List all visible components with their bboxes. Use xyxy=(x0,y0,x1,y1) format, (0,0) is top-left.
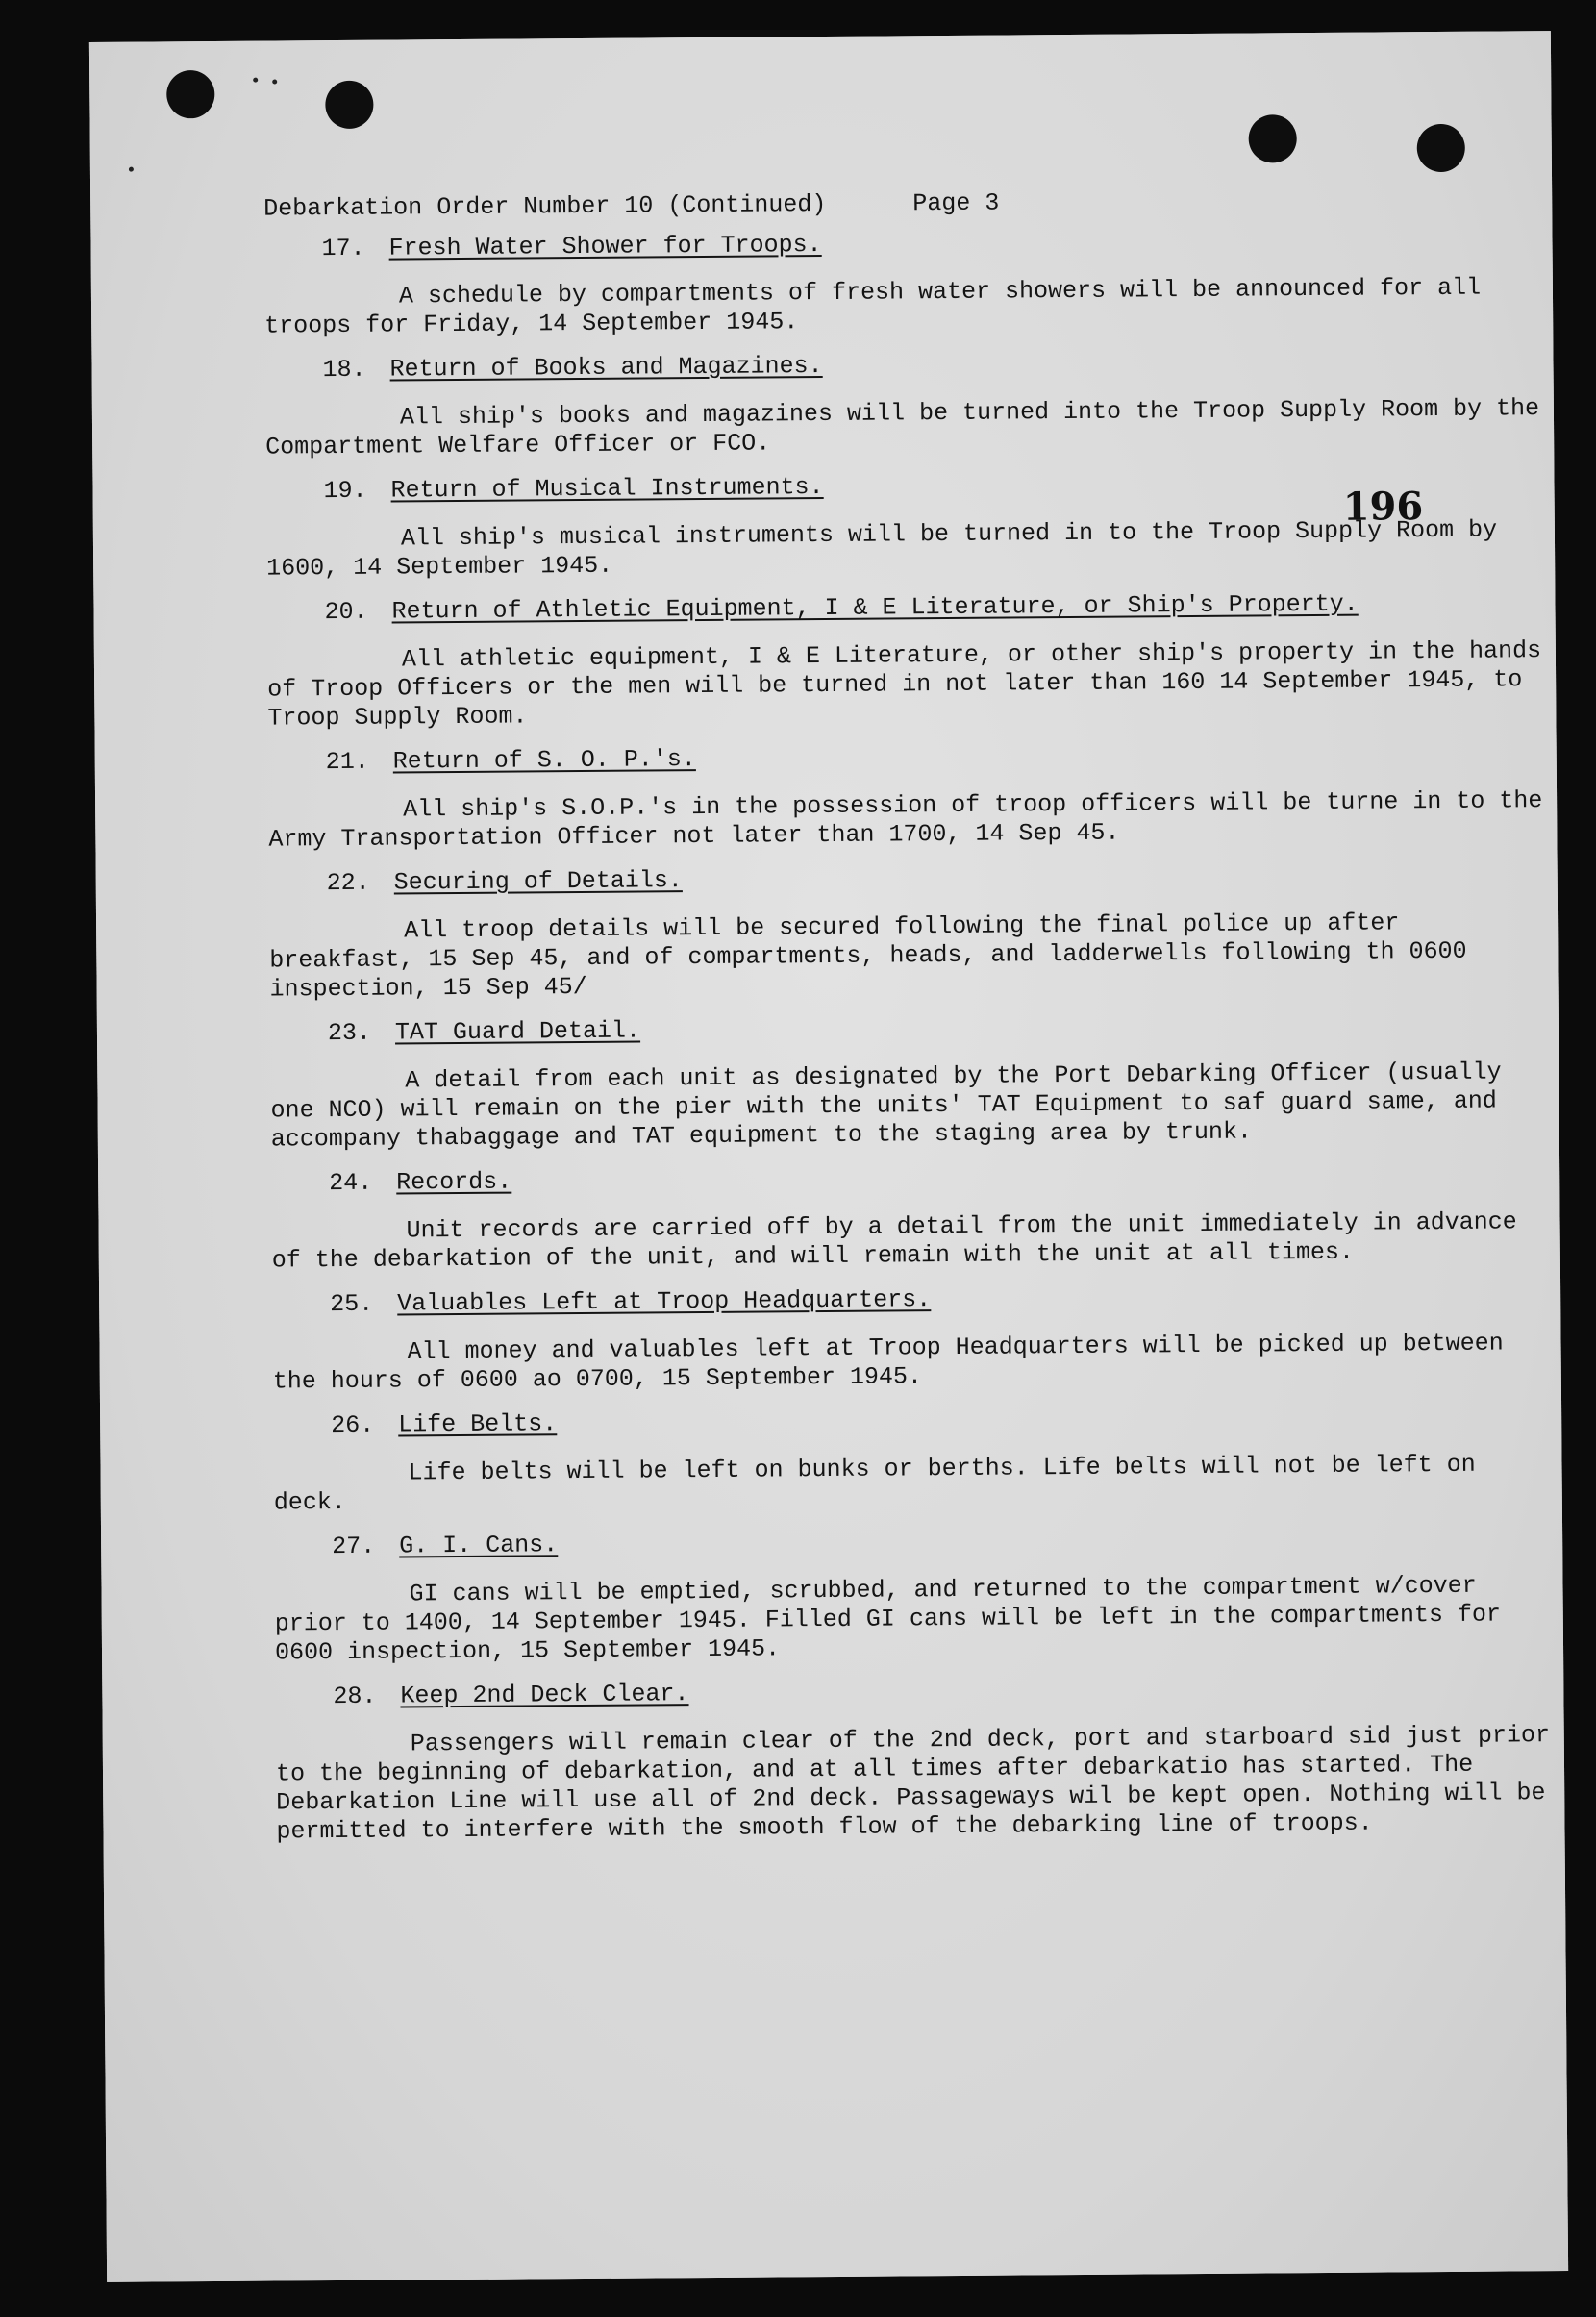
section-text: A schedule by compartments of fresh water showers will be announced for all troops for Friday, 14 September 1945. xyxy=(264,273,1482,340)
section-title: Return of Athletic Equipment, I & E Literature, or Ship's Property. xyxy=(391,589,1359,626)
section-title: Return of Books and Magazines. xyxy=(389,352,823,384)
punch-hole xyxy=(1417,124,1465,172)
section-text: Life belts will be left on bunks or berths. Life belts will not be left on deck. xyxy=(273,1450,1476,1517)
section-26 xyxy=(273,1402,1562,1518)
section-20 xyxy=(266,588,1556,734)
section-number: 19. xyxy=(323,476,367,506)
ink-speck xyxy=(272,79,277,84)
punch-hole xyxy=(1249,114,1297,162)
section-title: Return of Musical Instruments. xyxy=(390,473,824,505)
section-number: 28. xyxy=(333,1682,377,1711)
section-text: Unit records are carried off by a detail from the unit immediately in advance of the debarkation of the unit, and will remain with the unit at all times. xyxy=(271,1208,1517,1275)
section-23 xyxy=(270,1009,1559,1155)
header-title: Debarkation Order Number 10 (Continued) xyxy=(263,189,827,223)
section-title: Life Belts. xyxy=(398,1409,558,1439)
section-21 xyxy=(268,738,1558,855)
punch-hole xyxy=(166,70,214,118)
section-17 xyxy=(263,225,1553,341)
section-22 xyxy=(269,860,1559,1005)
section-number: 23. xyxy=(327,1018,372,1048)
document-header xyxy=(263,185,1552,224)
section-number: 27. xyxy=(332,1532,376,1561)
section-number: 21. xyxy=(325,747,369,777)
section-title: Fresh Water Shower for Troops. xyxy=(388,231,822,262)
section-19 xyxy=(265,467,1555,584)
section-title: Keep 2nd Deck Clear. xyxy=(400,1680,689,1710)
section-text: All ship's books and magazines will be turned into the Troop Supply Room by the Compartment Welfare Officer or FCO. xyxy=(265,394,1540,461)
section-title: Securing of Details. xyxy=(393,866,683,897)
document-body xyxy=(263,185,1565,1861)
punch-hole xyxy=(325,81,373,129)
section-title: Valuables Left at Troop Headquarters. xyxy=(397,1285,932,1318)
section-text: Passengers will remain clear of the 2nd deck, port and starboard sid just prior to the beginning of debarkation, and at all times after debarkatio has started. The Debarkation Line will use all of 2nd deck. Passageways wil be kept open. Nothing will be permitted to interfere with the smooth flow of the debarking line of troops. xyxy=(275,1721,1551,1846)
section-text: GI cans will be emptied, scrubbed, and returned to the compartment w/cover prior to 1400, 14 September 1945. Filled GI cans will be left in the compartments for 0600 inspection, 15 September 1945. xyxy=(274,1571,1502,1667)
section-28 xyxy=(275,1673,1564,1847)
section-text: All ship's S.O.P.'s in the possession of troop officers will be turne in to the Army Transportation Officer not later than 1700, 14 Sep 45. xyxy=(268,786,1543,854)
section-title: G. I. Cans. xyxy=(399,1531,559,1560)
section-text: All ship's musical instruments will be turned in to the Troop Supply Room by 1600, 14 September 1945. xyxy=(266,515,1498,583)
section-25 xyxy=(272,1281,1561,1397)
document-page xyxy=(89,31,1568,2282)
section-title: Records. xyxy=(396,1167,512,1197)
section-title: TAT Guard Detail. xyxy=(394,1016,641,1047)
section-27 xyxy=(274,1523,1563,1668)
section-number: 18. xyxy=(322,355,366,385)
section-24 xyxy=(271,1159,1560,1276)
section-number: 25. xyxy=(330,1289,374,1319)
section-number: 22. xyxy=(326,868,370,898)
section-number: 20. xyxy=(324,597,368,627)
header-page: Page 3 xyxy=(912,188,1000,218)
ink-speck xyxy=(253,78,258,83)
ink-speck xyxy=(129,167,134,172)
section-number: 26. xyxy=(331,1410,375,1440)
section-text: All athletic equipment, I & E Literature, or other ship's property in the hands of Troop Officers or the men will be turned in not later than 160 14 September 1945, to Troop Supply Room. xyxy=(267,636,1542,733)
section-text: All troop details will be secured following the final police up after breakfast, 15 Sep 45, and of compartments, heads, and ladderwells following th 0600 inspection, 15 Sep 45/ xyxy=(269,909,1467,1004)
section-18 xyxy=(264,346,1554,462)
section-title: Return of S. O. P.'s. xyxy=(392,745,696,776)
section-text: All money and valuables left at Troop Headquarters will be picked up between the hours of 0600 ao 0700, 15 September 1945. xyxy=(272,1329,1504,1396)
section-number: 17. xyxy=(321,234,365,263)
page-stamp-number: 196 xyxy=(1342,484,1424,530)
section-text: A detail from each unit as designated by the Port Debarking Officer (usually one NCO) will remain on the pier with the units' TAT Equipment to saf guard same, and accompany thabaggage and TAT equipment to the staging area by trunk. xyxy=(270,1058,1502,1154)
section-number: 24. xyxy=(329,1168,373,1198)
